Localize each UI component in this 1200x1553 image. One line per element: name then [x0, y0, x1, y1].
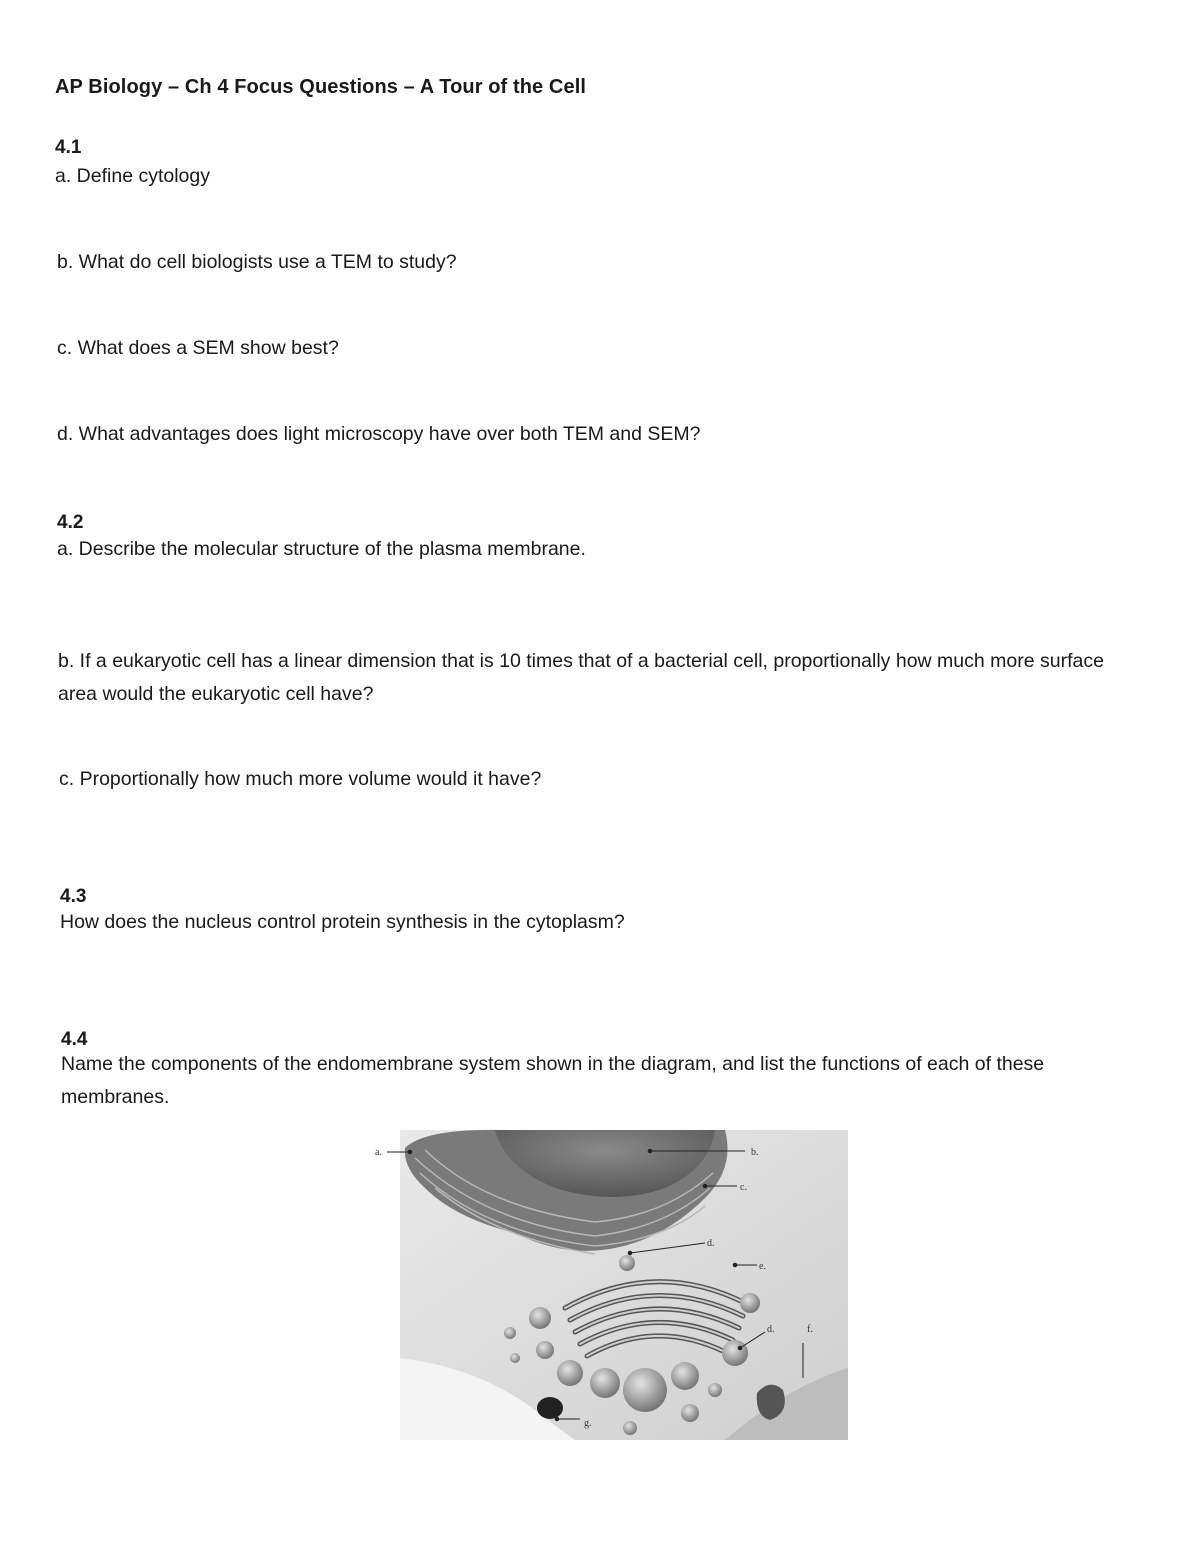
question-4-1-a: a. Define cytology — [55, 165, 211, 187]
question-4-1-b: b. What do cell biologists use a TEM to study? — [57, 251, 457, 273]
diagram-label-c: c. — [740, 1182, 747, 1193]
section-number-4-4: 4.4 — [61, 1029, 88, 1050]
diagram-label-e: e. — [759, 1261, 766, 1272]
question-4-1-c: c. What does a SEM show best? — [57, 337, 339, 359]
section-number-4-1: 4.1 — [55, 137, 82, 158]
endomembrane-illustration — [365, 1128, 850, 1442]
section-number-4-2: 4.2 — [57, 512, 84, 533]
question-4-3: How does the nucleus control protein synthesis in the cytoplasm? — [60, 911, 625, 933]
question-4-2-b: b. If a eukaryotic cell has a linear dimension that is 10 times that of a bacterial cell, proportionally how much more surface area would the eukaryotic cell have? — [58, 650, 1104, 705]
diagram-label-d-upper: d. — [707, 1238, 715, 1249]
diagram-label-a: a. — [375, 1147, 382, 1158]
question-4-2-a: a. Describe the molecular structure of the plasma membrane. — [57, 538, 586, 560]
page-title: AP Biology – Ch 4 Focus Questions – A Tour of the Cell — [55, 76, 587, 98]
question-4-2-c: c. Proportionally how much more volume would it have? — [59, 768, 542, 790]
diagram-label-f: f. — [807, 1324, 813, 1335]
endomembrane-diagram — [365, 1128, 850, 1442]
lysosome-icon — [537, 1397, 563, 1419]
question-4-4: Name the components of the endomembrane system shown in the diagram, and list the functions of each of these membranes. — [61, 1053, 1045, 1108]
diagram-label-d-lower: d. — [767, 1324, 775, 1335]
diagram-label-b: b. — [751, 1147, 759, 1158]
section-number-4-3: 4.3 — [60, 886, 87, 907]
question-4-1-d: d. What advantages does light microscopy have over both TEM and SEM? — [57, 423, 701, 445]
diagram-label-g: g. — [584, 1418, 592, 1429]
